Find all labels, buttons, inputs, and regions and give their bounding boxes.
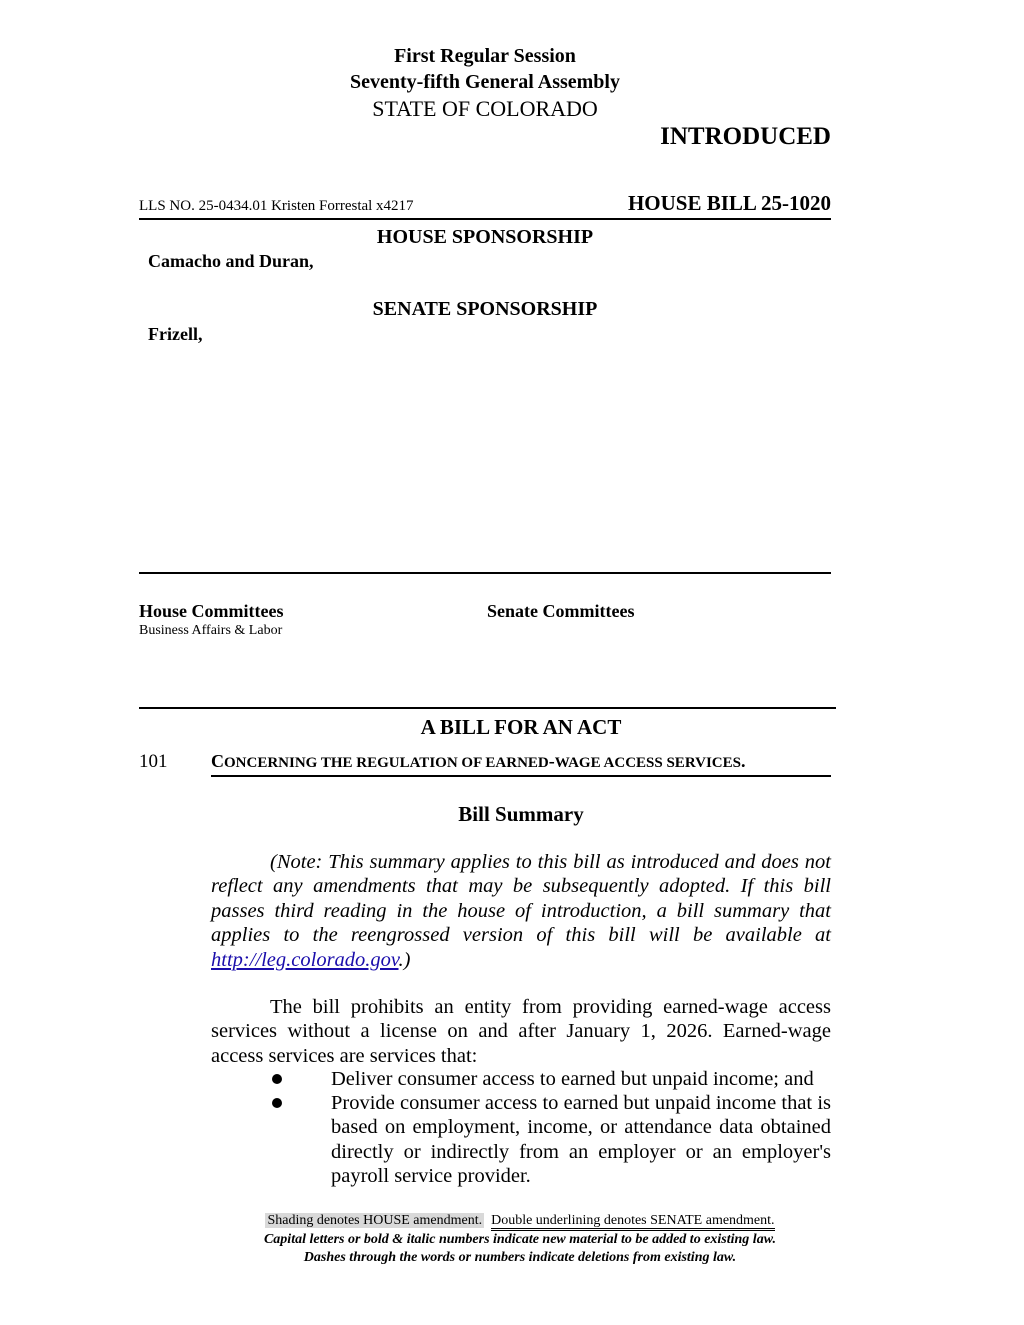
footer-dashes-note: Dashes through the words or numbers indicate deletions from existing law.	[303, 1250, 737, 1265]
act-title-part: ONCERNING THE REGULATION OF EARNED	[224, 755, 549, 771]
summary-paragraph: The bill prohibits an entity from providing earned-wage access services without a license on and after January 1, 2026. Earned-wage access services are services that:	[211, 996, 831, 1067]
senate-committees-heading: Senate Committees	[487, 601, 635, 621]
committee-rule-top	[139, 572, 831, 574]
line-number: 101	[139, 751, 168, 772]
senate-sponsorship-heading: SENATE SPONSORSHIP	[372, 298, 598, 320]
footer-shading-note: Shading denotes HOUSE amendment.	[267, 1213, 483, 1228]
act-title-part: -	[548, 751, 555, 771]
header-rule	[139, 218, 831, 220]
house-committees-heading: House Committees	[139, 601, 284, 621]
summary-note-text: (Note: This summary applies to this bill as introduced and does not reflect any amendments that may be subsequently adopted. If this bill passes third reading in the house of introduction, a bill summary that applies to the reengrossed version of this bill will be available at	[211, 851, 831, 947]
house-committee: Business Affairs & Labor	[139, 623, 283, 638]
footer-capital-letters-note: Capital letters or bold & italic numbers indicate new material to be added to existing law.	[263, 1232, 777, 1247]
summary-heading: Bill Summary	[458, 802, 584, 826]
summary-bullet: Provide consumer access to earned but unpaid income that is based on employment, income, or attendance data obtained directly or indirectly from an employer or an employer's payroll service provider.	[331, 1092, 831, 1188]
state-title: STATE OF COLORADO	[372, 96, 598, 121]
summary-bullet: Deliver consumer access to earned but unpaid income; and	[331, 1068, 814, 1090]
session-title: First Regular Session	[394, 45, 576, 67]
house-sponsorship-heading: HOUSE SPONSORSHIP	[376, 226, 594, 248]
house-sponsors: Camacho and Duran,	[148, 251, 314, 271]
summary-note	[211, 850, 831, 972]
bill-status: INTRODUCED	[660, 123, 831, 150]
act-title	[211, 748, 745, 776]
act-title-part: .	[740, 751, 746, 771]
summary-note-end: .)	[398, 948, 411, 971]
senate-sponsors: Frizell,	[148, 324, 203, 344]
assembly-title: Seventy-fifth General Assembly	[350, 71, 620, 93]
leg-colorado-link[interactable]: http://leg.colorado.gov	[211, 948, 399, 971]
act-title-part: WAGE ACCESS SERVICES	[554, 755, 741, 771]
act-title-part: C	[211, 751, 224, 771]
act-title-rule	[211, 775, 831, 777]
act-heading: A BILL FOR AN ACT	[420, 715, 622, 739]
bullet-icon	[272, 1098, 282, 1108]
committee-rule-bottom	[139, 707, 836, 709]
footer-legend-line	[0, 1211, 1024, 1230]
bill-number: HOUSE BILL 25-1020	[627, 191, 831, 215]
bullet-icon	[272, 1074, 282, 1084]
lls-number: LLS NO. 25-0434.01 Kristen Forrestal x4217	[139, 198, 414, 214]
footer-double-underline-note: Double underlining denotes SENATE amendment.	[491, 1213, 774, 1231]
